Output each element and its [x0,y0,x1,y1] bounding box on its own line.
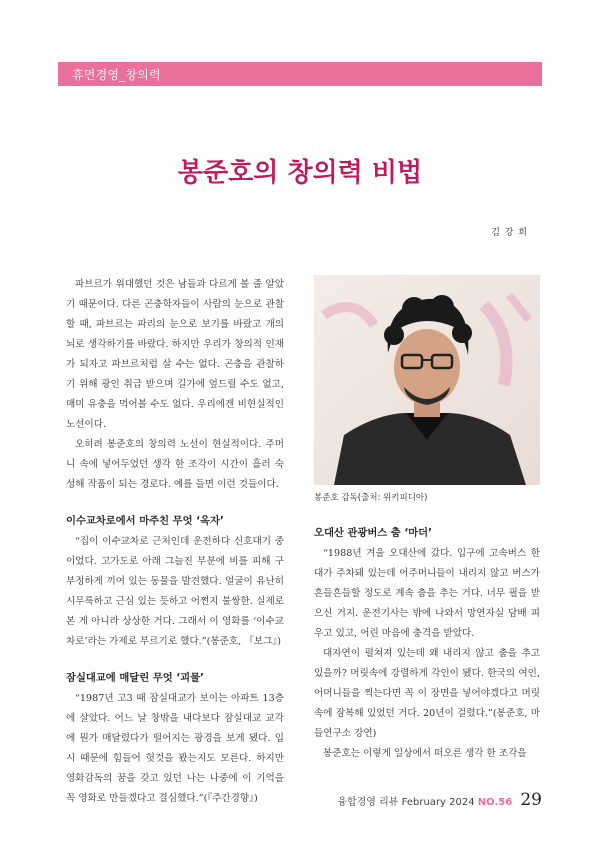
section-text-monster: “1987년 고3 때 잠실대교가 보이는 아파트 13층에 살았다. 어느 날 창밖을 내다보다 잠실대교 교각에 뭔가 매달렸다가 떨어지는 광경을 보게 됐다. 입시 때문에 힘들어 헛것을 봤는지도 모른다. 하지만 영화감독의 꿈을 갖고 있던 나는 나중에 이 기억을 꼭 영화로 만들겠다고 결심했다.”(『주간경향』) [66,693,284,804]
intro-paragraph-2: 오히려 봉준호의 창의력 노선이 현실적이다. 주머니 속에 넣어두었던 생각 한 조각이 시간이 흘러 숙성해 작품이 되는 경로다. 예를 들면 이런 것들이다. [66,439,284,490]
issue-date: February 2024 [401,797,475,808]
article-title: 봉준호의 창의력 비법 [177,158,423,188]
photo-caption: 봉준호 감독(출처: 위키피디아) [314,493,428,503]
section-heading-mother: 오대산 관광버스 춤 ‘마더’ [314,527,433,539]
section-banner [58,62,542,86]
author-name: 김 강 희 [491,228,528,238]
section-heading-okja: 이수교차로에서 마주친 무엇 ‘옥자’ [66,515,224,527]
section-label: 휴먼경영_창의력 [72,68,161,82]
magazine-name: 융합경영 리뷰 [337,797,399,808]
left-column [66,275,284,809]
section-text-mother-2: 대자연이 펼쳐져 있는데 왜 내리지 않고 춤을 추고 있을까? 머릿속에 강렬하게 각인이 됐다. 한국의 여인, 어머니들을 찍는다면 꼭 이 장면을 넣어야겠다고 머릿속에 잠복해 있었던 거다. 20년이 걸렸다.”(봉준호, 마들연구소 강연) [314,648,540,739]
section-text-okja: “집이 이수교차로 근처인데 운전하다 신호대기 중이었다. 고가도로 아래 그늘진 부분에 비를 피해 구부정하게 끼여 있는 동물을 발견했다. 얼굴이 유난히 시무룩하고 근심 있는 듯하고 어쩐지 불쌍한. 실제로 본 게 아니라 상상한 거다. 그래서 이 영화를 ‘이수교차로’라는 가제로 부르기로 했다.”(봉준호, 『보그』) [66,536,284,647]
section-text-mother-1: “1988년 겨울 오대산에 갔다. 입구에 고속버스 한 대가 주차돼 있는데 어주머니들이 내리지 않고 버스가 흔들흔들할 정도로 계속 춤을 추는 거다. 너무 필을 받으신 거지. 운전기사는 밖에 나와서 망연자실 담배 피우고 있고, 어린 마음에 충격을 받았다. [314,548,540,639]
right-column [314,522,540,764]
section-heading-monster: 잠실대교에 매달린 무엇 ‘괴물’ [66,672,204,684]
section-text-mother-3: 봉준호는 이렇게 일상에서 떠오른 생각 한 조각을 [323,748,527,759]
issue-number: NO.56 [477,797,513,808]
page-number: 29 [520,790,542,810]
intro-paragraph-1: 파브르가 위대했던 것은 남들과 다르게 볼 줄 알았기 때문이다. 다른 곤충학자들이 사람의 눈으로 관찰할 때, 파브르는 파리의 눈으로 보기를 바랐고 개의 뇌로 생각하기를 바랐다. 하지만 우리가 창의적 인재가 되자고 파브르처럼 살 수는 없다. 곤충을 관찰하기 위해 광인 취급 받으며 길가에 엎드릴 수도 없고, 매미 유충을 먹어볼 수도 없다. 우리에겐 비현실적인 노선이다. [66,279,284,430]
portrait-photo-icon [314,275,540,485]
page-footer [337,790,542,810]
